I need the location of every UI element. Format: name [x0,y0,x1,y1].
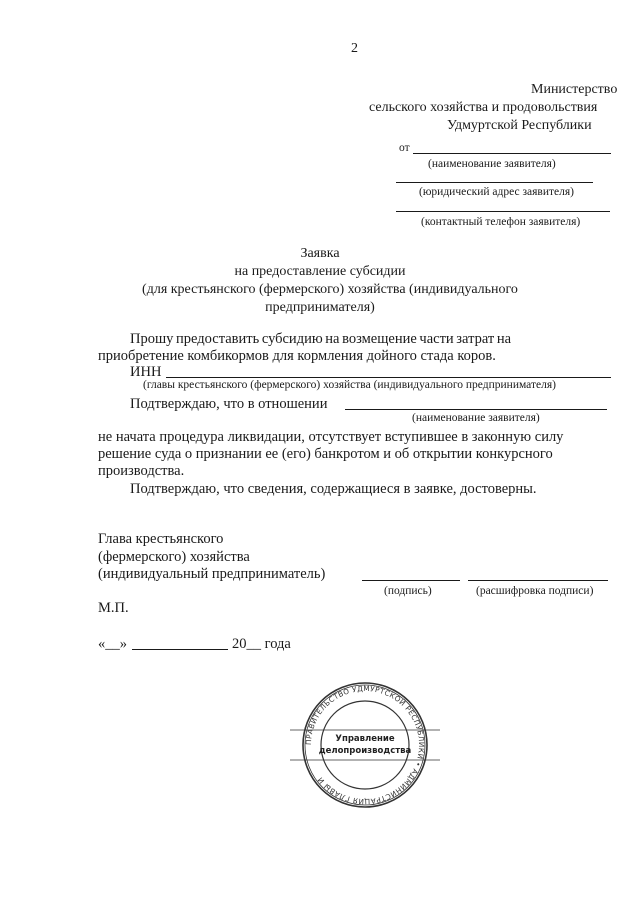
inn-line [166,377,611,378]
stamp-center-line-2: делопроизводства [318,746,412,756]
accuracy-statement: Подтверждаю, что сведения, содержащиеся в заявке, достоверны. [130,481,537,497]
inn-caption: (главы крестьянского (фермерского) хозяйства (индивидуального предпринимателя) [143,379,556,391]
stamp-graphic [290,680,440,810]
signature-caption: (подпись) [384,585,432,597]
applicant-address-line [396,182,593,183]
addressee-line-1: Министерство [531,82,618,97]
date-month-line [132,649,228,650]
liquidation-line-2: решение суда о признании ее (его) банкротом и об открытии конкурсного [98,446,553,462]
applicant-address-caption: (юридический адрес заявителя) [419,186,574,198]
applicant-phone-caption: (контактный телефон заявителя) [421,216,581,228]
inn-label: ИНН [130,364,162,380]
request-line-1: Прошу предоставить субсидию на возмещение части затрат на [130,331,512,347]
head-line-2: (фермерского) хозяйства [98,549,250,565]
title-line-4: предпринимателя) [265,300,375,315]
date-day: «__» [98,636,127,652]
applicant-name-caption: (наименование заявителя) [428,158,556,170]
confirm-applicant-caption: (наименование заявителя) [412,412,540,424]
head-line-3: (индивидуальный предприниматель) [98,566,326,582]
stamp-center-line-1: Управление [335,734,395,744]
signature-line [362,580,460,581]
from-prefix: от [399,142,410,154]
signature-decode-caption: (расшифровка подписи) [476,585,594,597]
liquidation-line-1: не начата процедура ликвидации, отсутствует вступившее в законную силу [98,429,564,445]
official-stamp [290,680,440,810]
signature-decode-line [468,580,608,581]
title-word: Заявка [300,246,340,261]
applicant-phone-line [396,211,610,212]
liquidation-line-3: производства. [98,463,185,479]
head-line-1: Глава крестьянского [98,531,224,547]
request-line-2: приобретение комбикормов для кормления дойного стада коров. [98,348,496,364]
applicant-name-line [413,153,611,154]
confirm-prefix: Подтверждаю, что в отношении [130,396,328,412]
date-year: 20__ года [232,636,291,652]
title-line-3: (для крестьянского (фермерского) хозяйства (индивидуального [142,282,518,297]
addressee-line-2: сельского хозяйства и продовольствия [369,100,598,115]
title-line-2: на предоставление субсидии [234,264,406,279]
confirm-applicant-line [345,409,607,410]
stamp-ring-text: ПРАВИТЕЛЬСТВО УДМУРТСКОЙ РЕСПУБЛИКИ • АДМИНИСТРАЦИЯ ГЛАВЫ И [303,683,427,807]
addressee-line-3: Удмуртской Республики [447,118,592,133]
seal-label: М.П. [98,600,129,616]
page-number: 2 [351,41,358,56]
